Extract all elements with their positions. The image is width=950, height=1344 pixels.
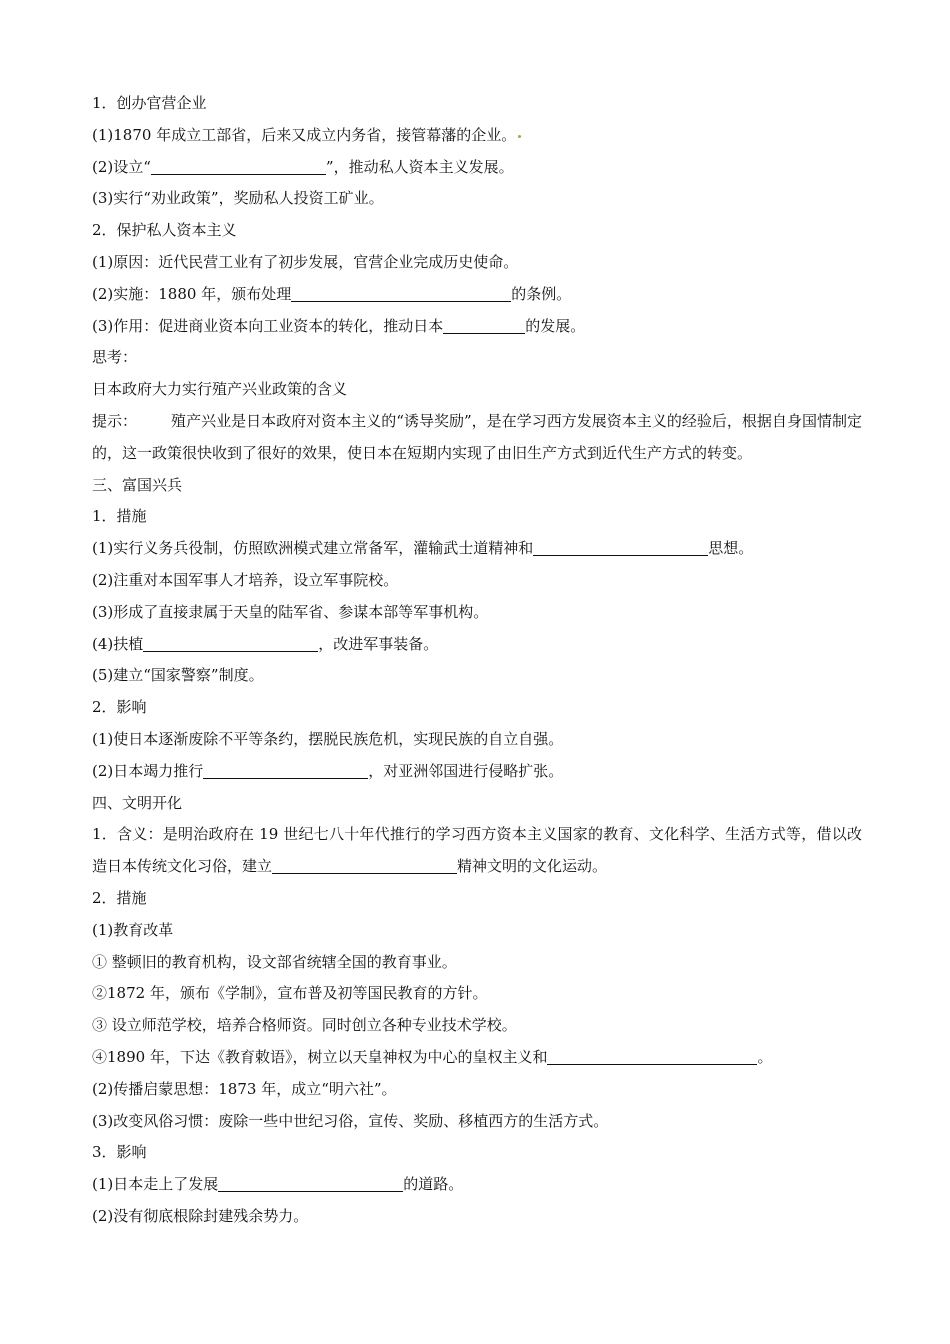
fill-blank[interactable] [143,632,318,652]
text-line: ① 整顿旧的教育机构，设文部省统辖全国的教育事业。 [92,952,457,971]
heading-3: 3．影响 [92,1143,147,1162]
document-page [92,88,862,1233]
text-line: (2)设立“ ”，推动私人资本主义发展。 [92,152,862,184]
text-line: ④1890 年，下达《教育敕语》，树立以天皇神权为中心的皇权主义和 。 [92,1042,862,1074]
section-heading: 三、富国兴兵 [92,475,183,494]
mark-dot [518,135,521,138]
text-line: (1)日本走上了发展 的道路。 [92,1169,862,1201]
sub-heading: (1)教育改革 [92,920,174,939]
fill-blank[interactable] [443,314,525,334]
text-line: (1)使日本逐渐废除不平等条约，摆脱民族危机，实现民族的自立自强。 [92,729,564,748]
text-line: (2)实施：1880 年，颁布处理 的条例。 [92,279,862,311]
fill-blank[interactable] [151,155,326,175]
hint-paragraph: 提示： 殖产兴业是日本政府对资本主义的“诱导奖励”，是在学习西方发展资本主义的经验后，根据自身国情制定的，这一政策很快收到了很好的效果，使日本在短期内实现了由旧生产方式到近代生产方式的转变。 [92,411,862,462]
text-line: (2)没有彻底根除封建残余势力。 [92,1206,309,1225]
text-line: ③ 设立师范学校，培养合格师资。同时创立各种专业技术学校。 [92,1016,517,1035]
text-line: (3)形成了直接隶属于天皇的陆军省、参谋本部等军事机构。 [92,602,489,621]
heading-2: 2．措施 [92,888,147,907]
heading-2: 2．保护私人资本主义 [92,221,237,240]
think-question: 日本政府大力实行殖产兴业政策的含义 [92,380,348,399]
text-line: (2)传播启蒙思想：1873 年，成立“明六社”。 [92,1079,397,1098]
text-line: (1)实行义务兵役制，仿照欧洲模式建立常备军，灌输武士道精神和 思想。 [92,533,862,565]
text-line: ②1872 年，颁布《学制》，宣布普及初等国民教育的方针。 [92,984,488,1003]
definition-paragraph: 1．含义：是明治政府在 19 世纪七八十年代推行的学习西方资本主义国家的教育、文化科学、生活方式等，借以改造日本传统文化习俗，建立 精神文明的文化运动。 [92,825,862,876]
text-line: (3)实行“劝业政策”，奖励私人投资工矿业。 [92,189,384,208]
text-line: (1)原因：近代民营工业有了初步发展，官营企业完成历史使命。 [92,252,519,271]
text-line: (2)日本竭力推行 ，对亚洲邻国进行侵略扩张。 [92,756,862,788]
heading-1: 1．创办官营企业 [92,94,207,112]
text-line: (2)注重对本国军事人才培养，设立军事院校。 [92,570,399,589]
fill-blank[interactable] [272,854,457,874]
think-label: 思考： [92,348,138,367]
text-line: (4)扶植 ，改进军事装备。 [92,629,862,661]
heading-1: 1．措施 [92,507,147,526]
text-line: (1)1870 年成立工部省，后来又成立内务省，接管幕藩的企业。 [92,120,862,152]
section-heading: 四、文明开化 [92,793,183,812]
fill-blank[interactable] [547,1045,757,1065]
fill-blank[interactable] [218,1172,403,1192]
fill-blank[interactable] [203,759,368,779]
text-line: (3)作用：促进商业资本向工业资本的转化，推动日本 的发展。 [92,311,862,343]
heading-2: 2．影响 [92,698,147,717]
fill-blank[interactable] [533,536,708,556]
text-line: (3)改变风俗习惯：废除一些中世纪习俗，宣传、奖励、移植西方的生活方式。 [92,1111,609,1130]
text-line: (5)建立“国家警察”制度。 [92,666,264,685]
fill-blank[interactable] [291,282,511,302]
